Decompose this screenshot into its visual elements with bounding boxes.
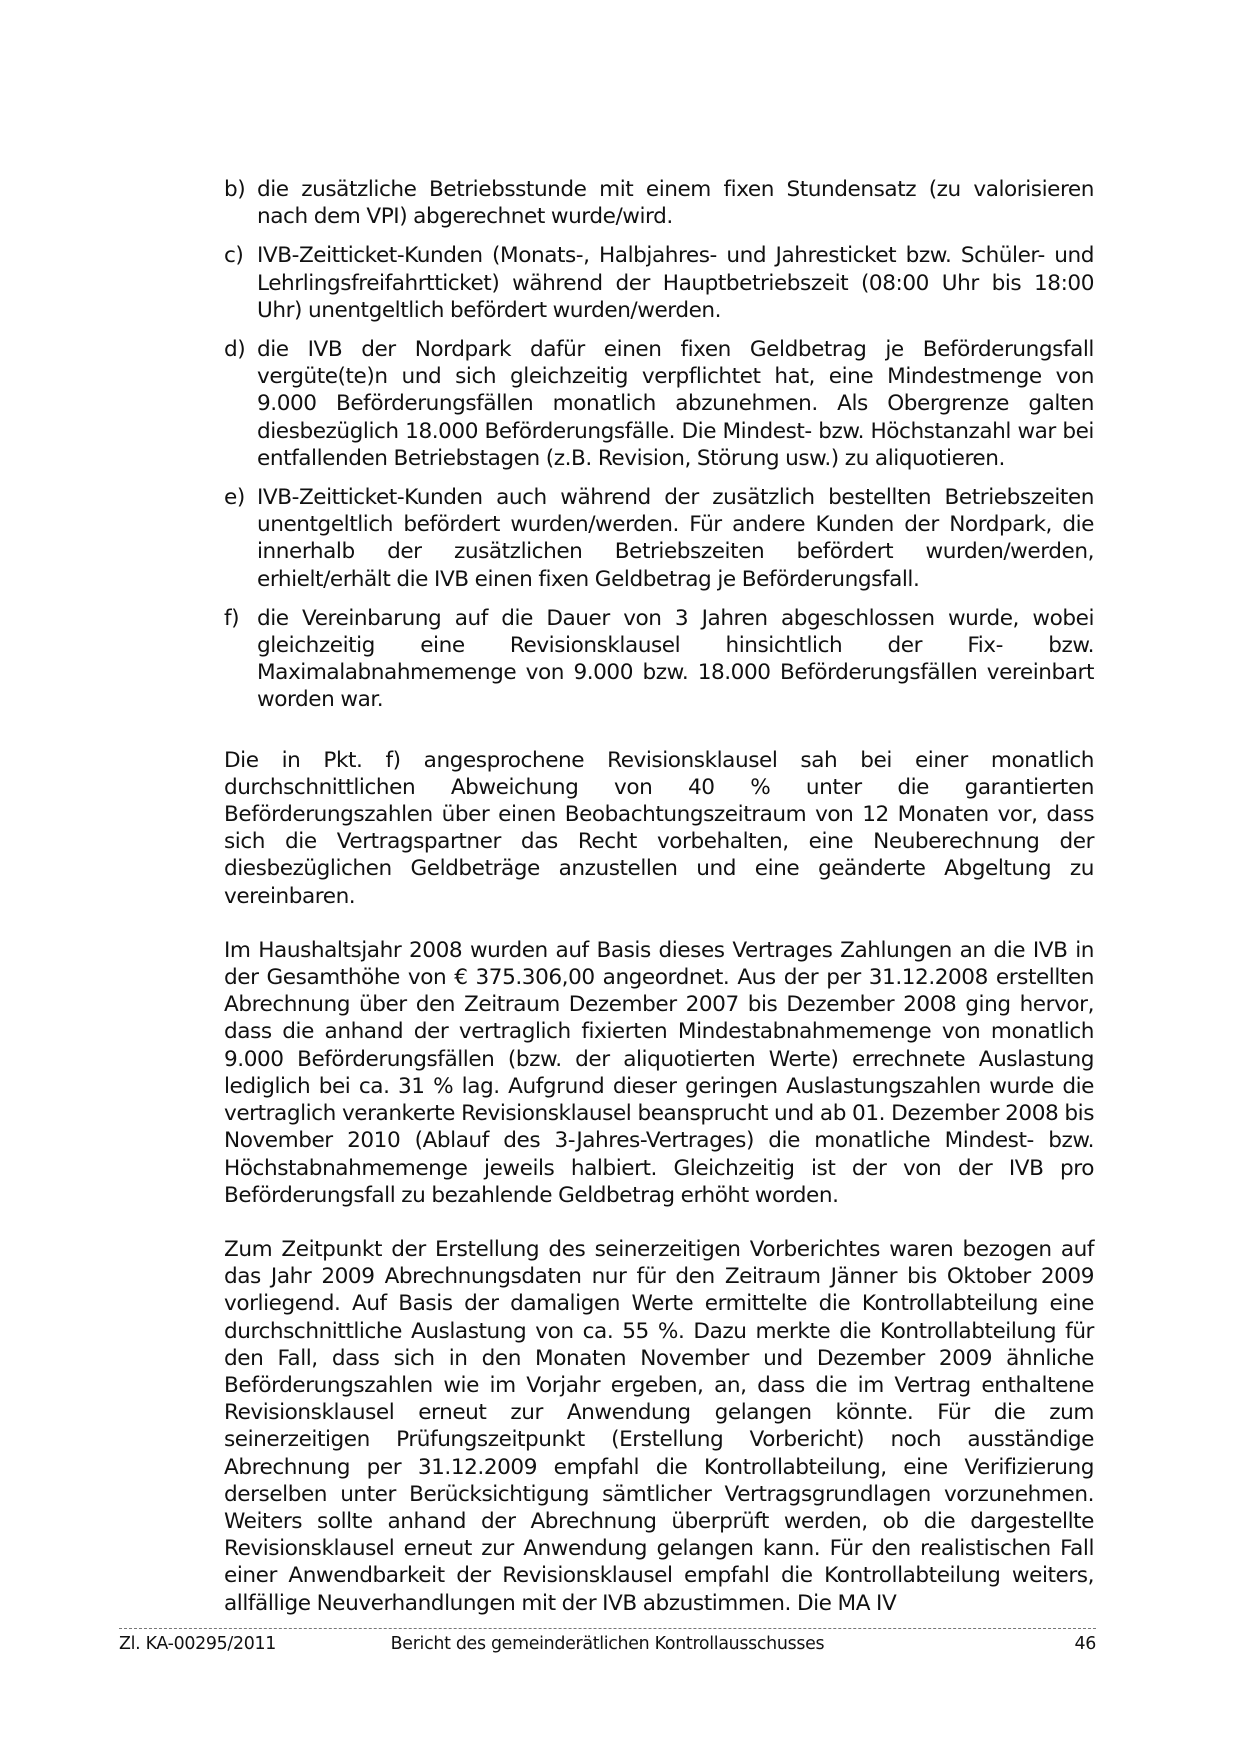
list-item-e [224,484,1094,593]
list-item-f [224,605,1094,714]
list-item-text: die IVB der Nordpark dafür einen fixen Geldbetrag je Beförderungsfall vergüte(te)n und sich gleichzeitig verpflichtet hat, eine Mindestmenge von 9.000 Beförderungsfällen monatlich abzunehmen. Als Obergrenze galten diesbezüglich 18.000 Beförderungsfälle. Die Mindest- bzw. Höchstanzahl war bei entfallenden Betriebstagen (z.B. Revision, Störung usw.) zu aliquotieren. [257,337,1094,471]
footer-title: Bericht des gemeinderätlichen Kontrollausschusses [390,1634,825,1654]
list-item-text: IVB-Zeitticket-Kunden (Monats-, Halbjahres- und Jahresticket bzw. Schüler- und Lehrlingsfreifahrtticket) während der Hauptbetriebszeit (08:00 Uhr bis 18:00 Uhr) unentgeltlich befördert wurden/werden. [257,243,1094,323]
footer-divider [119,1628,1096,1629]
list-item-b [224,176,1094,230]
body-text [224,176,1094,1644]
list-marker: c) [224,243,244,269]
footer-page-number: 46 [1074,1634,1096,1654]
paragraph-revisionsklausel: Die in Pkt. f) angesprochene Revisionsklausel sah bei einer monatlich durchschnittlichen Abweichung von 40 % unter die garantierten Beförderungszahlen über einen Beobachtungszeitraum von 12 Monaten vor, dass sich die Vertragspartner das Recht vorbehalten, eine Neuberechnung der diesbezüglichen Geldbeträge anzustellen und eine geänderte Abgeltung zu vereinbaren. [224,747,1094,909]
paragraph-vorbericht-2009: Zum Zeitpunkt der Erstellung des seinerzeitigen Vorberichtes waren bezogen auf das Jahr 2009 Abrechnungsdaten nur für den Zeitraum Jänner bis Oktober 2009 vorliegend. Auf Basis der damaligen Werte ermittelte die Kontrollabteilung eine durchschnittliche Auslastung von ca. 55 %. Dazu merkte die Kontrollabteilung für den Fall, dass sich in den Monaten November und Dezember 2009 ähnliche Beförderungszahlen wie im Vorjahr ergeben, an, dass die im Vertrag enthaltene Revisionsklausel erneut zur Anwendung gelangen könnte. Für die zum seinerzeitigen Prüfungszeitpunkt (Erstellung Vorbericht) noch ausständige Abrechnung per 31.12.2009 empfahl die Kontrollabteilung, eine Verifizierung derselben unter Berücksichtigung sämtlicher Vertragsgrundlagen vorzunehmen. Weiters sollte anhand der Abrechnung überprüft werden, ob die dargestellte Revisionsklausel erneut zur Anwendung gelangen kann. Für den realistischen Fall einer Anwendbarkeit der Revisionsklausel empfahl die Kontrollabteilung weiters, allfällige Neuverhandlungen mit der IVB abzustimmen. Die MA IV [224,1236,1094,1616]
list-item-d [224,336,1094,472]
list-marker: d) [224,337,246,363]
paragraph-haushaltsjahr-2008: Im Haushaltsjahr 2008 wurden auf Basis dieses Vertrages Zahlungen an die IVB in der Gesamthöhe von € 375.306,00 angeordnet. Aus der per 31.12.2008 erstellten Abrechnung über den Zeitraum Dezember 2007 bis Dezember 2008 ging hervor, dass die anhand der vertraglich fixierten Mindestabnahmemenge von monatlich 9.000 Beförderungsfällen (bzw. der aliquotierten Werte) errechnete Auslastung lediglich bei ca. 31 % lag. Aufgrund dieser geringen Auslastungszahlen wurde die vertraglich verankerte Revisionsklausel beansprucht und ab 01. Dezember 2008 bis November 2010 (Ablauf des 3-Jahres-Vertrages) die monatliche Mindest- bzw. Höchstabnahmemenge jeweils halbiert. Gleichzeitig ist der von der IVB pro Beförderungsfall zu bezahlende Geldbetrag erhöht worden. [224,937,1094,1208]
footer-reference: Zl. KA-00295/2011 [119,1634,277,1654]
list-marker: f) [224,605,240,631]
list-marker: b) [224,177,246,202]
list-item-text: die Vereinbarung auf die Dauer von 3 Jahren abgeschlossen wurde, wobei gleichzeitig eine Revisionsklausel hinsichtlich der Fix- bzw. Maximalabnahmemenge von 9.000 bzw. 18.000 Beförderungsfällen vereinbart worden war. [257,605,1094,713]
list-item-c [224,242,1094,324]
list-item-text: IVB-Zeitticket-Kunden auch während der zusätzlich bestellten Betriebszeiten unentgeltlich befördert wurden/werden. Für andere Kunden der Nordpark, die innerhalb der zusätzlichen Betriebszeiten befördert wurden/werden, erhielt/erhält die IVB einen fixen Geldbetrag je Beförderungsfall. [257,485,1094,592]
page-footer [119,1632,1096,1662]
list-marker: e) [224,485,245,511]
list-item-text: die zusätzliche Betriebsstunde mit einem fixen Stundensatz (zu valorisieren nach dem VPI) abgerechnet wurde/wird. [257,177,1094,230]
